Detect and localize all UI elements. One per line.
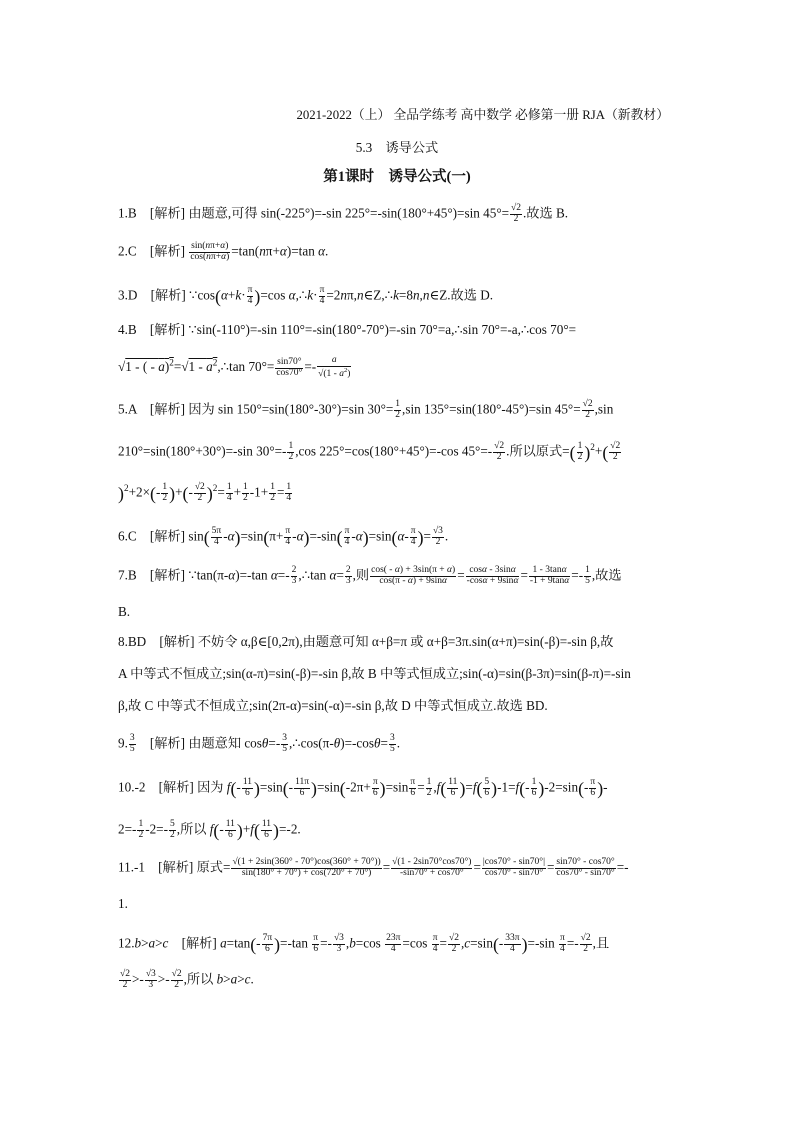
section-title: 5.3 诱导公式 <box>355 140 439 155</box>
lesson-title: 第1课时 诱导公式(一) <box>323 169 471 185</box>
answer-7-line-1: 7.B [解析] ∵tan(π-α)=-tan α=- $\frac{2}{3}$ ,∴tan α= $\frac{2}{3}$ ,则 $\frac{\cos( - \alpha) + 3\sin(\pi + \alpha)}{\cos(\pi - \alpha) + 9\sin\alpha}$ = $\frac{\cos\alpha - 3\sin\alpha}{-\cos\alpha + 9\sin\alpha}$ = $\frac{1 - 3\tan\alpha}{-1 + 9\tan\alpha}$ =- $\frac{1}{5}$ ,故选 <box>118 565 622 586</box>
answer-5-line-3: )$^2$+2×(- $\frac{1}{2}$ )+(- $\frac{√2}{2}$ )$^2$= $\frac{1}{4}$ + $\frac{1}{2}$ -1+ $\frac{1}{2}$ = $\frac{1}{4}$ <box>118 482 292 504</box>
answer-9: 9. $\frac{3}{5}$ [解析] 由题意知 cosθ=- $\frac{3}{5}$ ,∴cos(π-θ)=-cosθ= $\frac{3}{5}$ . <box>118 733 400 754</box>
answer-6: 6.C [解析] sin( $\frac{5\pi}{4}$ -α)=sin(π+ $\frac{\pi}{4}$ -α)=-sin( $\frac{\pi}{4}$ -α)=sin(α- $\frac{\pi}{4}$ )= $\frac{√3}{2}$ . <box>118 526 449 548</box>
answer-2: 2.C [解析] $\frac{\sin(n\pi+\alpha)}{\cos(n\pi+\alpha)}$ =tan(nπ+α)=tan α. <box>118 241 329 262</box>
answer-5-line-1: 5.A [解析] 因为 sin 150°=sin(180°-30°)=sin 30°= $\frac{1}{2}$ ,sin 135°=sin(180°-45°)=sin 45°= $\frac{√2}{2}$ ,sin <box>118 399 614 420</box>
answer-8-line-3: β,故 C 中等式不恒成立;sin(2π-α)=sin(-α)=-sin β,故 D 中等式恒成立.故选 BD. <box>118 698 548 713</box>
answer-8-line-2: A 中等式不恒成立;sin(α-π)=sin(-β)=-sin β,故 B 中等式恒成立;sin(-α)=sin(β-3π)=sin(β-π)=-sin <box>118 666 631 681</box>
answer-12-line-2: $\frac{√2}{2}$ >- $\frac{√3}{3}$ >- $\frac{√2}{2}$ ,所以 b>a>c. <box>120 969 254 990</box>
answer-8-line-1: 8.BD [解析] 不妨令 α,β∈[0,2π),由题意可知 α+β=π 或 α+β=3π.sin(α+π)=sin(-β)=-sin β,故 <box>118 634 614 649</box>
answer-4-line-1: 4.B [解析] ∵sin(-110°)=-sin 110°=-sin(180°-70°)=-sin 70°=a,∴sin 70°=-a,∴cos 70°= <box>118 322 577 337</box>
answer-11-line-2: 1. <box>118 896 128 911</box>
answer-3: 3.D [解析] ∵cos(α+k· $\frac{\pi}{4}$ )=cos α,∴k· $\frac{\pi}{4}$ =2nπ,n∈Z,∴k=8n,n∈Z.故选 D. <box>118 285 494 307</box>
book-header: 2021-2022（上） 全品学练考 高中数学 必修第一册 RJA（新教材） <box>296 108 669 122</box>
answer-10-line-2: 2=- $\frac{1}{2}$ -2=- $\frac{5}{2}$ ,所以 f(- $\frac{11}{6}$ )+f( $\frac{11}{6}$ )=-2. <box>118 819 301 841</box>
answer-4-line-2: √1 - ( - $a)^2=√1 - a^2,\therefore\tan$ 70°= $\frac{\sin 70^\circ}{\cos 70^\circ}$ =- $\frac{a}{√(1 - a^2)}$ <box>118 355 351 380</box>
answer-5-line-2: 210°=sin(180°+30°)=-sin 30°=- $\frac{1}{2}$ ,cos 225°=cos(180°+45°)=-cos 45°=- $\frac{√2}{2}$ .所以原式=( $\frac{1}{2}$ )$^2$+( $\frac{√2}{2}$ <box>118 441 621 463</box>
answer-12-line-1: 12.b>a>c [解析] a=tan(- $\frac{7\pi}{6}$ )=-tan $\frac{\pi}{6}$ =- $\frac{√3}{3}$ ,b=cos $\frac{23\pi}{4}$ =cos $\frac{\pi}{4}$ = $\frac{√2}{2}$ ,c=sin(- $\frac{33\pi}{4}$ )=-sin $\frac{\pi}{4}$ =- $\frac{√2}{2}$ ,且 <box>118 933 610 955</box>
answer-1: 1.B [解析] 由题意,可得 sin(-225°)=-sin 225°=-sin(180°+45°)=sin 45°= $\frac{√2}{2}$ .故选 B. <box>118 203 569 224</box>
answer-11-line-1: 11.-1 [解析] 原式= $\frac{√(1 + 2\sin(360^\circ - 70^\circ)\cos(360^\circ + 70^\circ))}{\sin(180^\circ + 70^\circ) + \cos(720^\circ + 70^\circ)}$ = $\frac{√(1 - 2\sin 70^\circ\cos 70^\circ)}{-\sin 70^\circ + \cos 70^\circ}$ = $\frac{|\cos 70^\circ - \sin 70^\circ|}{\cos 70^\circ - \sin 70^\circ}$ = $\frac{\sin 70^\circ - \cos 70^\circ}{\cos 70^\circ - \sin 70^\circ}$ =- <box>118 857 629 878</box>
answer-10-line-1: 10.-2 [解析] 因为 f(- $\frac{11}{6}$ )=sin(- $\frac{11\pi}{6}$ )=sin(-2π+ $\frac{\pi}{6}$ )=sin $\frac{\pi}{6}$ = $\frac{1}{2}$ ,f( $\frac{11}{6}$ )=f( $\frac{5}{6}$ )-1=f(- $\frac{1}{6}$ )-2=sin(- $\frac{\pi}{6}$ )- <box>118 777 608 799</box>
answer-7-line-2: B. <box>118 604 131 619</box>
